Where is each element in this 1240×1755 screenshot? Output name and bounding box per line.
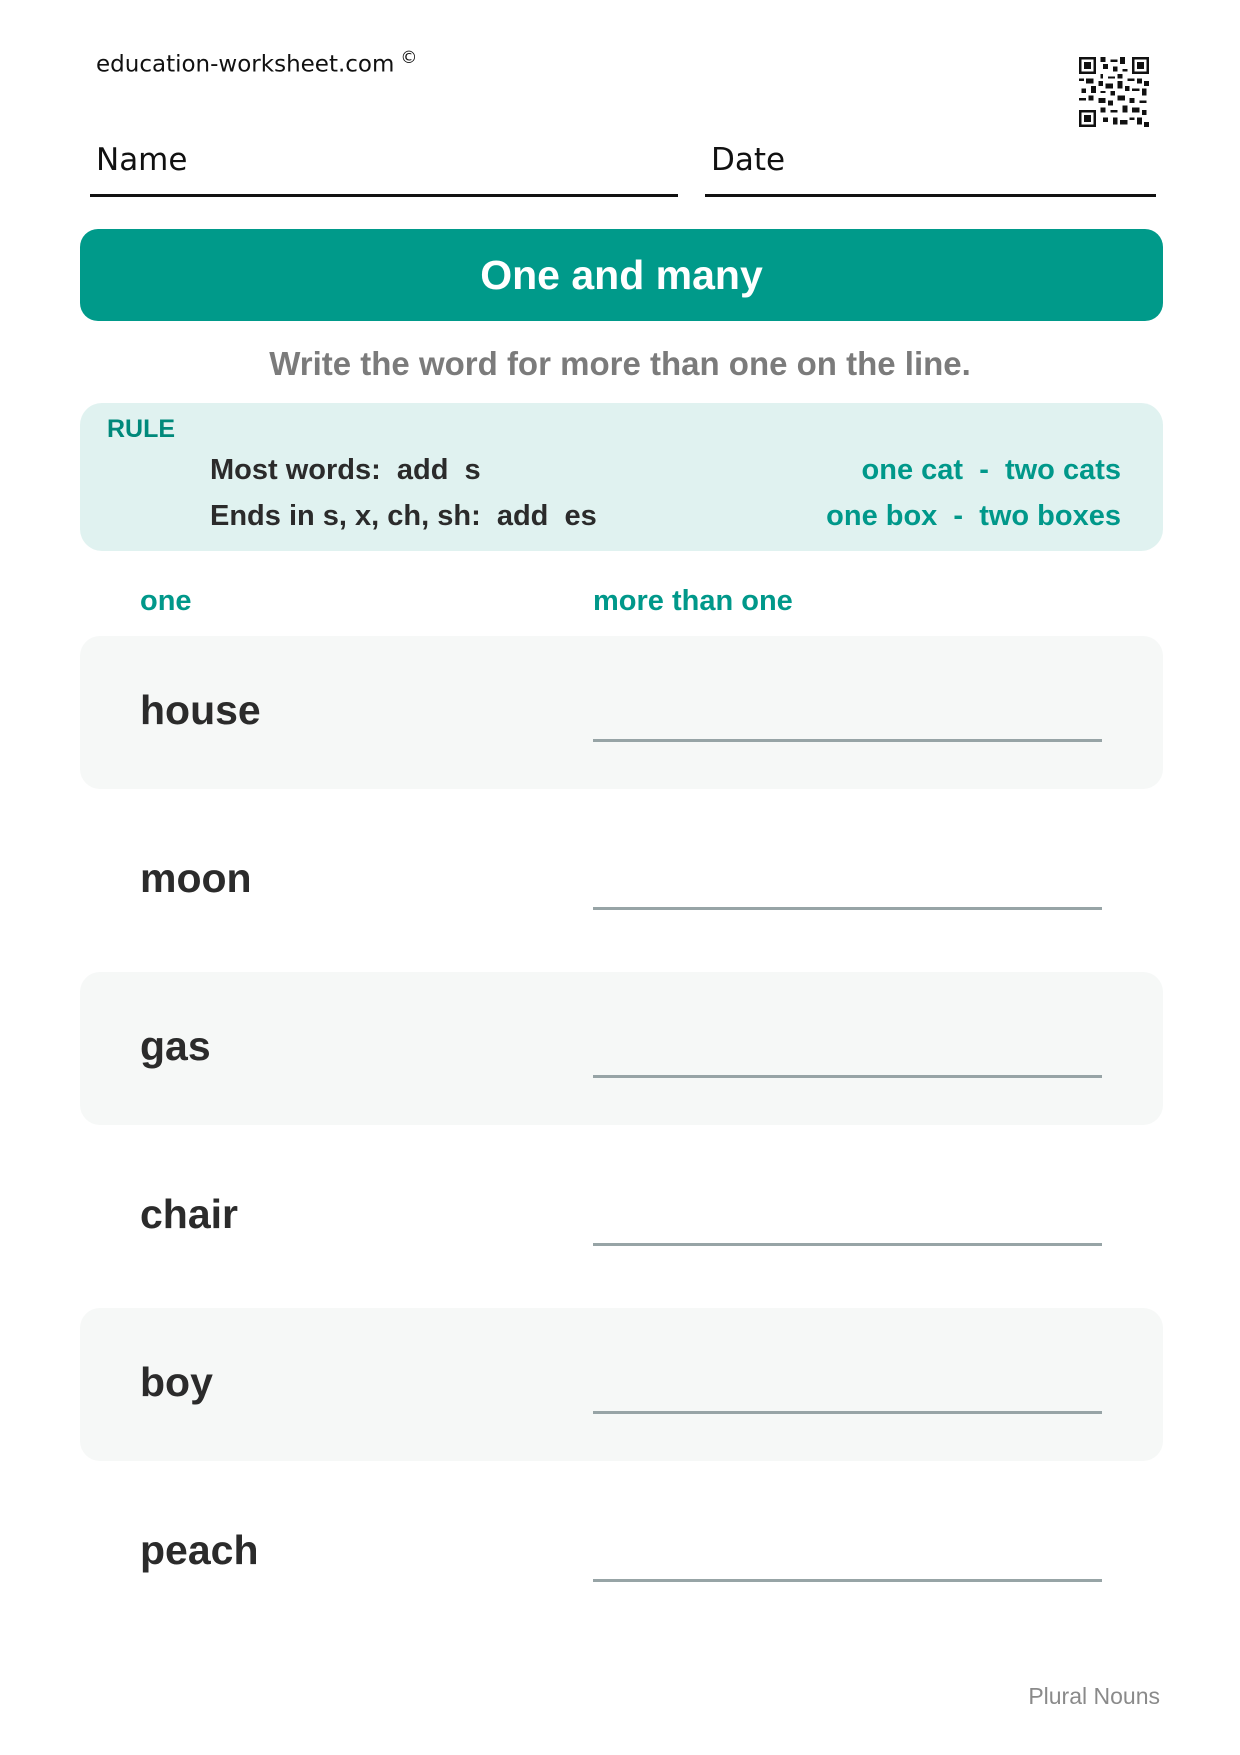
qr-code-icon [1079, 57, 1149, 127]
answer-line[interactable] [593, 907, 1102, 910]
singular-word: house [140, 687, 261, 733]
date-field[interactable] [705, 142, 1156, 197]
singular-word: boy [140, 1359, 213, 1405]
site-name: education-worksheet.com [96, 51, 395, 78]
singular-word: moon [140, 855, 252, 901]
answer-line[interactable] [593, 1243, 1102, 1246]
singular-word: gas [140, 1023, 211, 1069]
rule-label: RULE [107, 415, 176, 443]
rule-line-1: Most words: add s [210, 454, 481, 486]
column-header-more-than-one: more than one [593, 585, 793, 617]
rule-example-2: one box - two boxes [826, 500, 1121, 532]
name-field[interactable] [90, 142, 678, 197]
answer-line[interactable] [593, 1411, 1102, 1414]
answer-line[interactable] [593, 1075, 1102, 1078]
rule-box [80, 403, 1163, 551]
word-row [80, 636, 1163, 789]
column-header-one: one [140, 585, 192, 617]
site-header [96, 48, 417, 78]
copyright-symbol: © [400, 48, 418, 68]
date-label: Date [711, 142, 786, 178]
rule-example-1: one cat - two cats [861, 454, 1121, 486]
rule-line-2: Ends in s, x, ch, sh: add es [210, 500, 597, 532]
word-row [80, 1140, 1163, 1293]
word-row [80, 1308, 1163, 1461]
word-row [80, 1476, 1163, 1629]
name-label: Name [96, 142, 188, 178]
word-row [80, 804, 1163, 957]
worksheet-title: One and many [480, 251, 763, 298]
title-banner [80, 229, 1163, 321]
singular-word: peach [140, 1527, 259, 1573]
singular-word: chair [140, 1191, 238, 1237]
answer-line[interactable] [593, 739, 1102, 742]
instruction-text: Write the word for more than one on the line. [269, 345, 971, 382]
word-row [80, 972, 1163, 1125]
footer-topic: Plural Nouns [1028, 1683, 1160, 1709]
answer-line[interactable] [593, 1579, 1102, 1582]
